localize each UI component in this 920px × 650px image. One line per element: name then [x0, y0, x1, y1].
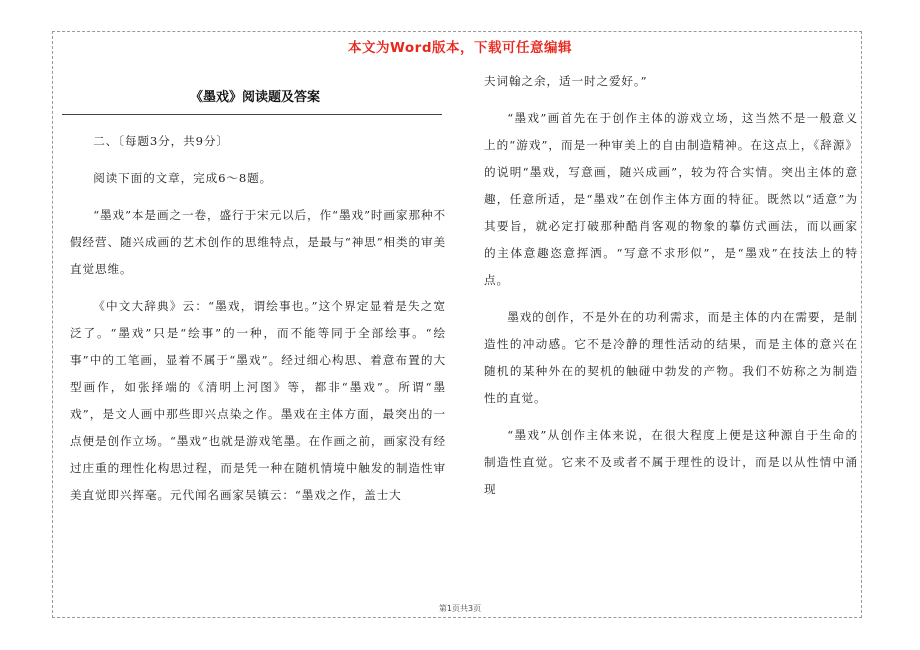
paragraph: “墨戏”从创作主体来说，在很大程度上便是这种源自于生命的制造性直觉。它来不及或者不属于理性的设计，而是以从性情中涌现 [484, 428, 858, 496]
article-title: 《墨戏》阅读题及答案 [189, 90, 320, 105]
section-header: 二、〔每题3分，共9分〕 [93, 134, 229, 148]
paragraph: 《中文大辞典》云：“墨戏，谓绘事也。”这个界定显着是失之宽泛了。“墨戏”只是“绘事”的一种，而不能等同于全部绘事。“绘事”中的工笔画，显着不属于“墨戏”。经过细心构思、着意布置的大型画作，如张择端的《清明上河图》等，都非“墨戏”。所谓“墨戏”，是文人画中那些即兴点染之作。墨戏在主体方面，最突出的一点便是创作立场。“墨戏”也就是游戏笔墨。在作画之前，画家没有经过庄重的理性化构思过程，而是凭一种在随机情境中触发的制造性审美直觉即兴挥毫。元代闻名画家吴镇云：“墨戏之作，盖士大 [70, 299, 446, 502]
download-banner[interactable]: 本文为Word版本，下载可任意编辑 [347, 40, 572, 56]
right-column [484, 68, 858, 503]
paragraph: 阅读下面的文章，完成6～8题。 [93, 171, 273, 185]
title-underline [62, 114, 442, 115]
paragraph: 墨戏的创作，不是外在的功利需求，而是主体的内在需要，是制造性的冲动感。它不是冷静的理性活动的结果，而是主体的意兴在随机的某种外在的契机的触碰中勃发的产物。我们不妨称之为制造性的直觉。 [484, 310, 858, 405]
page-number: 第1页共3页 [438, 604, 482, 613]
left-column [70, 128, 446, 509]
paragraph: 夫词翰之余，适一时之爱好。” [484, 74, 648, 88]
paragraph: “墨戏”画首先在于创作主体的游戏立场，这当然不是一般意义上的“游戏”，而是一种审美上的自由制造精神。在这点上，《辞源》的说明“墨戏，写意画，随兴成画”，较为符合实情。突出主体的意趣，任意所适，是“墨戏”在创作主体方面的特征。既然以“适意”为其要旨，就必定打破那种酷肖客观的物象的摹仿式画法，而以画家的主体意趣恣意挥洒。“写意不求形似”，是“墨戏”在技法上的特点。 [484, 111, 858, 287]
paragraph: “墨戏”本是画之一卷，盛行于宋元以后，作“墨戏”时画家那种不假经营、随兴成画的艺术创作的思维特点，是最与“神思”相类的审美直觉思维。 [70, 208, 446, 276]
